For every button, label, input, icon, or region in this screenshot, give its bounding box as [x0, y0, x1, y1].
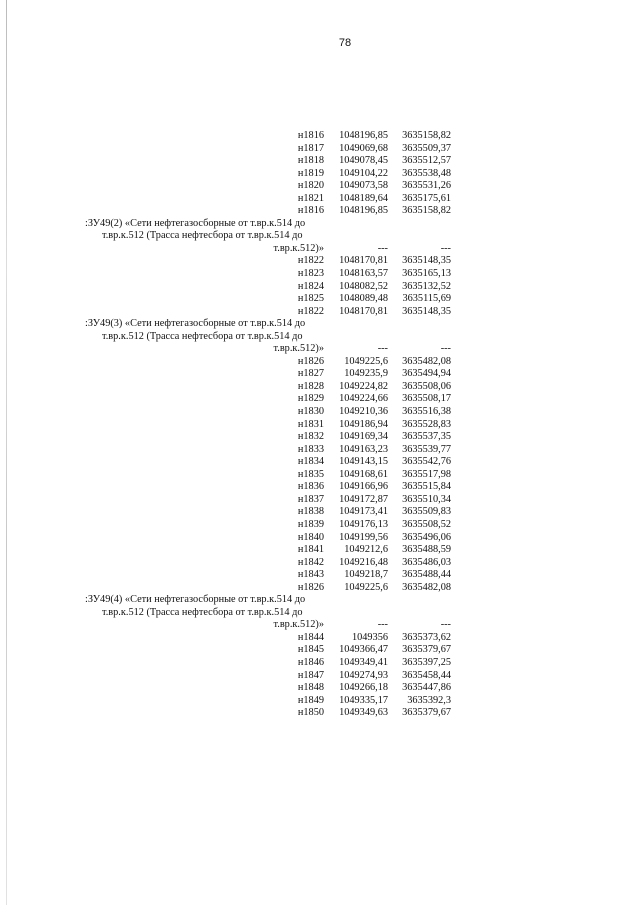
table-row — [85, 281, 451, 294]
x-coordinate: 1049069,68 — [339, 142, 388, 154]
x-coordinate: 1048170,81 — [339, 255, 388, 267]
y-coordinate: 3635482,08 — [402, 581, 451, 593]
x-coordinate: 1049224,66 — [339, 393, 388, 405]
y-coordinate: 3635538,48 — [402, 167, 451, 179]
y-coordinate: 3635542,76 — [402, 456, 451, 468]
x-coordinate: 1048163,57 — [339, 268, 388, 280]
y-coordinate: 3635515,84 — [402, 481, 451, 493]
section-header-line — [85, 318, 451, 331]
table-row — [85, 143, 451, 156]
section-header-line — [85, 607, 451, 620]
point-id: н1845 — [297, 644, 324, 656]
table-row — [85, 180, 451, 193]
section-header-text: т.вр.к.512)» — [273, 619, 324, 631]
point-id: н1838 — [297, 506, 324, 518]
point-id: н1840 — [297, 531, 324, 543]
page-number: 78 — [338, 37, 352, 49]
x-coordinate: 1048196,85 — [339, 205, 388, 217]
y-coordinate: 3635458,44 — [402, 669, 451, 681]
point-id: н1849 — [297, 694, 324, 706]
y-coordinate: 3635132,52 — [402, 280, 451, 292]
y-coordinate: 3635517,98 — [402, 468, 451, 480]
table-row — [85, 255, 451, 268]
y-coordinate: 3635512,57 — [402, 155, 451, 167]
empty-x-dash: --- — [377, 242, 388, 254]
table-row — [85, 494, 451, 507]
section-header-text: т.вр.к.512)» — [273, 343, 324, 355]
point-id: н1823 — [297, 268, 324, 280]
point-id: н1837 — [297, 493, 324, 505]
y-coordinate: 3635488,59 — [402, 544, 451, 556]
x-coordinate: 1049176,13 — [339, 518, 388, 530]
point-id: н1850 — [297, 707, 324, 719]
table-row — [85, 582, 451, 595]
table-row — [85, 381, 451, 394]
table-row — [85, 419, 451, 432]
empty-x-dash: --- — [377, 619, 388, 631]
section-header-text: т.вр.к.512 (Трасса нефтесбора от т.вр.к.514 до — [102, 606, 303, 618]
point-id: н1816 — [297, 205, 324, 217]
x-coordinate: 1048189,64 — [339, 192, 388, 204]
y-coordinate: 3635158,82 — [402, 130, 451, 141]
point-id: н1831 — [297, 418, 324, 430]
point-id: н1847 — [297, 669, 324, 681]
empty-y-dash: --- — [440, 343, 451, 355]
point-id: н1836 — [297, 481, 324, 493]
table-row — [85, 306, 451, 319]
point-id: н1816 — [297, 130, 324, 141]
y-coordinate: 3635158,82 — [402, 205, 451, 217]
y-coordinate: 3635165,13 — [402, 268, 451, 280]
empty-y-dash: --- — [440, 242, 451, 254]
x-coordinate: 1048196,85 — [339, 130, 388, 141]
x-coordinate: 1049235,9 — [344, 368, 388, 380]
table-row — [85, 293, 451, 306]
table-row — [85, 632, 451, 645]
x-coordinate: 1049169,34 — [339, 431, 388, 443]
table-row — [85, 168, 451, 181]
point-id: н1824 — [297, 280, 324, 292]
table-row — [85, 469, 451, 482]
table-row — [85, 431, 451, 444]
point-id: н1842 — [297, 556, 324, 568]
point-id: н1839 — [297, 518, 324, 530]
point-id: н1825 — [297, 293, 324, 305]
x-coordinate: 1049173,41 — [339, 506, 388, 518]
table-row — [85, 456, 451, 469]
y-coordinate: 3635494,94 — [402, 368, 451, 380]
y-coordinate: 3635115,69 — [402, 293, 451, 305]
table-row — [85, 707, 451, 720]
x-coordinate: 1049356 — [351, 631, 388, 643]
x-coordinate: 1049168,61 — [339, 468, 388, 480]
point-id: н1828 — [297, 380, 324, 392]
y-coordinate: 3635379,67 — [402, 644, 451, 656]
point-id: н1829 — [297, 393, 324, 405]
y-coordinate: 3635488,44 — [402, 569, 451, 581]
table-row — [85, 406, 451, 419]
y-coordinate: 3635392,3 — [407, 694, 451, 706]
x-coordinate: 1049366,47 — [339, 644, 388, 656]
section-header-line — [85, 230, 451, 243]
table-row — [85, 444, 451, 457]
table-row — [85, 519, 451, 532]
x-coordinate: 1049166,96 — [339, 481, 388, 493]
table-row — [85, 532, 451, 545]
x-coordinate: 1049225,6 — [344, 355, 388, 367]
section-header-line — [85, 331, 451, 344]
point-id: н1848 — [297, 682, 324, 694]
x-coordinate: 1049335,17 — [339, 694, 388, 706]
point-id: н1833 — [297, 443, 324, 455]
y-coordinate: 3635447,86 — [402, 682, 451, 694]
y-coordinate: 3635539,77 — [402, 443, 451, 455]
x-coordinate: 1048170,81 — [339, 305, 388, 317]
point-id: н1820 — [297, 180, 324, 192]
point-id: н1819 — [297, 167, 324, 179]
x-coordinate: 1049172,87 — [339, 493, 388, 505]
point-id: н1826 — [297, 355, 324, 367]
table-row — [85, 356, 451, 369]
point-id: н1843 — [297, 569, 324, 581]
section-header-text: т.вр.к.512 (Трасса нефтесбора от т.вр.к.514 до — [102, 230, 303, 242]
table-row — [85, 657, 451, 670]
table-row — [85, 670, 451, 683]
x-coordinate: 1049104,22 — [339, 167, 388, 179]
x-coordinate: 1049143,15 — [339, 456, 388, 468]
x-coordinate: 1049266,18 — [339, 682, 388, 694]
y-coordinate: 3635379,67 — [402, 707, 451, 719]
section-header-text: т.вр.к.512 (Трасса нефтесбора от т.вр.к.514 до — [102, 330, 303, 342]
x-coordinate: 1049274,93 — [339, 669, 388, 681]
point-id: н1818 — [297, 155, 324, 167]
section-header-line — [85, 243, 451, 256]
point-id: н1822 — [297, 255, 324, 267]
x-coordinate: 1049073,58 — [339, 180, 388, 192]
x-coordinate: 1048082,52 — [339, 280, 388, 292]
table-row — [85, 130, 451, 143]
y-coordinate: 3635148,35 — [402, 255, 451, 267]
y-coordinate: 3635531,26 — [402, 180, 451, 192]
x-coordinate: 1049163,23 — [339, 443, 388, 455]
y-coordinate: 3635510,34 — [402, 493, 451, 505]
empty-y-dash: --- — [440, 619, 451, 631]
table-row — [85, 368, 451, 381]
x-coordinate: 1049216,48 — [339, 556, 388, 568]
y-coordinate: 3635397,25 — [402, 656, 451, 668]
section-header-text: т.вр.к.512)» — [273, 242, 324, 254]
y-coordinate: 3635509,83 — [402, 506, 451, 518]
table-row — [85, 682, 451, 695]
point-id: н1844 — [297, 631, 324, 643]
section-header-line — [85, 594, 451, 607]
x-coordinate: 1049078,45 — [339, 155, 388, 167]
section-header-line — [85, 343, 451, 356]
y-coordinate: 3635508,52 — [402, 518, 451, 530]
table-row — [85, 481, 451, 494]
point-id: н1822 — [297, 305, 324, 317]
point-id: н1841 — [297, 544, 324, 556]
y-coordinate: 3635175,61 — [402, 192, 451, 204]
empty-x-dash: --- — [377, 343, 388, 355]
x-coordinate: 1049349,63 — [339, 707, 388, 719]
point-id: н1834 — [297, 456, 324, 468]
point-id: н1846 — [297, 656, 324, 668]
point-id: н1826 — [297, 581, 324, 593]
table-row — [85, 268, 451, 281]
point-id: н1832 — [297, 431, 324, 443]
point-id: н1817 — [297, 142, 324, 154]
y-coordinate: 3635373,62 — [402, 631, 451, 643]
x-coordinate: 1049218,7 — [344, 569, 388, 581]
x-coordinate: 1048089,48 — [339, 293, 388, 305]
y-coordinate: 3635508,17 — [402, 393, 451, 405]
x-coordinate: 1049199,56 — [339, 531, 388, 543]
section-header-line — [85, 619, 451, 632]
table-row — [85, 205, 451, 218]
table-row — [85, 393, 451, 406]
y-coordinate: 3635537,35 — [402, 431, 451, 443]
point-id: н1821 — [297, 192, 324, 204]
y-coordinate: 3635148,35 — [402, 305, 451, 317]
y-coordinate: 3635528,83 — [402, 418, 451, 430]
x-coordinate: 1049210,36 — [339, 406, 388, 418]
table-row — [85, 644, 451, 657]
point-id: н1835 — [297, 468, 324, 480]
section-header-line — [85, 218, 451, 231]
point-id: н1827 — [297, 368, 324, 380]
x-coordinate: 1049212,6 — [344, 544, 388, 556]
section-header-text: :ЗУ49(2) «Сети нефтегазосборные от т.вр.к.514 до — [85, 217, 306, 229]
y-coordinate: 3635509,37 — [402, 142, 451, 154]
scan-edge — [6, 0, 7, 905]
table-row — [85, 544, 451, 557]
coordinates-table — [85, 130, 451, 720]
table-row — [85, 506, 451, 519]
section-header-text: :ЗУ49(3) «Сети нефтегазосборные от т.вр.к.514 до — [85, 318, 306, 330]
x-coordinate: 1049224,82 — [339, 380, 388, 392]
x-coordinate: 1049186,94 — [339, 418, 388, 430]
point-id: н1830 — [297, 406, 324, 418]
y-coordinate: 3635516,38 — [402, 406, 451, 418]
x-coordinate: 1049349,41 — [339, 656, 388, 668]
table-row — [85, 557, 451, 570]
y-coordinate: 3635486,03 — [402, 556, 451, 568]
section-header-text: :ЗУ49(4) «Сети нефтегазосборные от т.вр.к.514 до — [85, 594, 306, 606]
table-row — [85, 155, 451, 168]
x-coordinate: 1049225,6 — [344, 581, 388, 593]
table-row — [85, 193, 451, 206]
y-coordinate: 3635508,06 — [402, 380, 451, 392]
y-coordinate: 3635496,06 — [402, 531, 451, 543]
y-coordinate: 3635482,08 — [402, 355, 451, 367]
table-row — [85, 695, 451, 708]
table-row — [85, 569, 451, 582]
